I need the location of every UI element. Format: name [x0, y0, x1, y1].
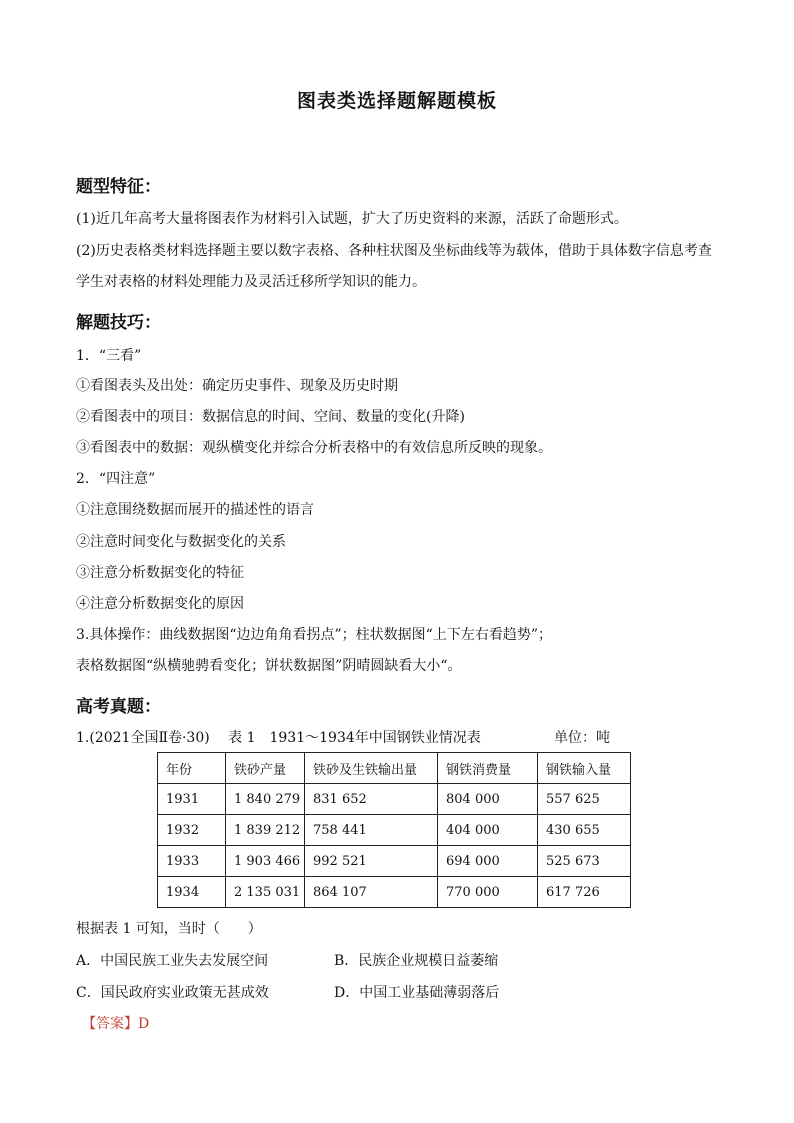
- technique-line-9: ④注意分析数据变化的原因: [76, 596, 244, 612]
- table-row: [158, 815, 631, 846]
- table-row: [158, 846, 631, 877]
- table-cell: 1 840 279: [226, 784, 305, 815]
- table-cell: 770 000: [438, 877, 538, 908]
- feature-paragraph-2a: (2)历史表格类材料选择题主要以数字表格、各种柱状图及坐标曲线等为载体，借助于具体数字信息考查: [76, 243, 712, 259]
- section-heading-features: 题型特征：: [76, 177, 161, 197]
- technique-line-2: ①看图表头及出处：确定历史事件、现象及历史时期: [76, 378, 398, 394]
- steel-industry-table: [157, 752, 631, 908]
- table-cell: 694 000: [438, 846, 538, 877]
- table-cell: 831 652: [305, 784, 438, 815]
- table-cell: 557 625: [538, 784, 631, 815]
- table-row: [158, 784, 631, 815]
- table-cell: 992 521: [305, 846, 438, 877]
- technique-line-5: 2．“四注意”: [76, 471, 156, 487]
- table-cell: 1931: [158, 784, 226, 815]
- question-stem: 根据表 1 可知，当时（ ）: [76, 921, 262, 937]
- option-c[interactable]: C．国民政府实业政策无甚成效: [76, 985, 269, 1001]
- table-cell: 1 903 466: [226, 846, 305, 877]
- section-heading-techniques: 解题技巧：: [76, 313, 161, 333]
- table-cell: 758 441: [305, 815, 438, 846]
- technique-line-11: 表格数据图“纵横驰骋看变化；饼状数据图”阴晴圆缺看大小“。: [76, 658, 462, 674]
- question-header: 1.(2021全国Ⅱ卷·30) 表 1 1931～1934年中国钢铁业情况表: [76, 730, 481, 746]
- table-cell: 1932: [158, 815, 226, 846]
- option-d[interactable]: D．中国工业基础薄弱落后: [334, 985, 500, 1001]
- table-cell: 1934: [158, 877, 226, 908]
- section-heading-exam: 高考真题：: [76, 697, 161, 717]
- technique-line-3: ②看图表中的项目：数据信息的时间、空间、数量的变化(升降): [76, 409, 465, 425]
- table-cell: 617 726: [538, 877, 631, 908]
- table-row: [158, 877, 631, 908]
- table-cell: 864 107: [305, 877, 438, 908]
- table-unit: 单位：吨: [554, 730, 610, 746]
- column-header: 铁砂产量: [226, 753, 305, 784]
- column-header: 年份: [158, 753, 226, 784]
- column-header: 钢铁消费量: [438, 753, 538, 784]
- table-cell: 2 135 031: [226, 877, 305, 908]
- table-cell: 1 839 212: [226, 815, 305, 846]
- table-cell: 525 673: [538, 846, 631, 877]
- document-title: 图表类选择题解题模板: [296, 90, 497, 112]
- technique-line-10: 3.具体操作：曲线数据图“边边角角看拐点”；柱状数据图“上下左右看趋势”；: [76, 627, 552, 643]
- column-header: 铁砂及生铁输出量: [305, 753, 438, 784]
- feature-paragraph-1: (1)近几年高考大量将图表作为材料引入试题，扩大了历史资料的来源，活跃了命题形式。: [76, 211, 628, 227]
- option-a[interactable]: A．中国民族工业失去发展空间: [76, 953, 269, 969]
- table-cell: 430 655: [538, 815, 631, 846]
- feature-paragraph-2b: 学生对表格的材料处理能力及灵活迁移所学知识的能力。: [76, 274, 426, 290]
- table-cell: 804 000: [438, 784, 538, 815]
- technique-line-1: 1．“三看”: [76, 348, 142, 364]
- technique-line-4: ③看图表中的数据：观纵横变化并综合分析表格中的有效信息所反映的现象。: [76, 440, 552, 456]
- technique-line-7: ②注意时间变化与数据变化的关系: [76, 534, 286, 550]
- technique-line-6: ①注意围绕数据而展开的描述性的语言: [76, 502, 314, 518]
- table-cell: 1933: [158, 846, 226, 877]
- column-header: 钢铁输入量: [538, 753, 631, 784]
- option-b[interactable]: B．民族企业规模日益萎缩: [334, 953, 499, 969]
- technique-line-8: ③注意分析数据变化的特征: [76, 565, 244, 581]
- answer-label: 【答案】D: [82, 1016, 150, 1032]
- table-header-row: [158, 753, 631, 784]
- table-cell: 404 000: [438, 815, 538, 846]
